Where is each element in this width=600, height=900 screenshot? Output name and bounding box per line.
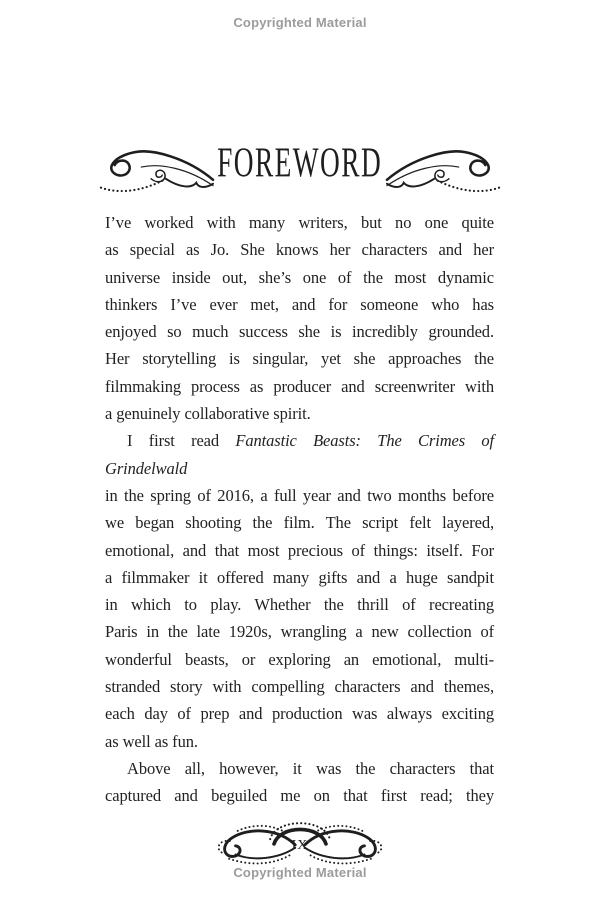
text-line <box>105 427 494 482</box>
text-line: Her storytelling is singular, yet she approaches the <box>105 349 494 369</box>
text-line: in which to play. Whether the thrill of recreating <box>105 595 494 615</box>
text-line: each day of prep and production was always exciting <box>105 704 494 724</box>
text-line: universe inside out, she’s one of the most dynamic <box>105 267 494 287</box>
text-line: thinkers I’ve ever met, and for someone who has <box>105 294 494 314</box>
text-run: I first read <box>127 431 236 451</box>
text-line: a genuinely collaborative spirit. <box>105 404 311 424</box>
text-line: in the spring of 2016, a full year and two months before <box>105 485 494 505</box>
flourish-left-icon <box>97 138 215 198</box>
text-line: a filmmaker it offered many gifts and a huge sandpit <box>105 567 494 587</box>
text-line: stranded story with compelling characters and themes, <box>105 677 494 697</box>
text-line: wonderful beasts, or exploring an emotional, multi- <box>105 649 494 669</box>
copyright-notice-bottom: Copyrighted Material <box>233 865 367 880</box>
text-line: emotional, and that most precious of things: itself. For <box>105 540 494 560</box>
text-line: as well as fun. <box>105 731 198 751</box>
text-line: Paris in the late 1920s, wrangling a new collection of <box>105 622 494 642</box>
text-line: enjoyed so much success she is incredibly grounded. <box>105 322 494 342</box>
text-line: we began shooting the film. The script felt layered, <box>105 513 494 533</box>
flourish-right-icon <box>385 138 503 198</box>
foreword-header <box>0 130 600 196</box>
footer-ornament <box>0 816 600 866</box>
page-title: FOREWORD <box>217 139 383 187</box>
text-line: as special as Jo. She knows her characters and her <box>105 240 494 260</box>
text-line: filmmaking process as producer and screenwriter with <box>105 376 494 396</box>
text-line: Above all, however, it was the characters that <box>127 758 494 778</box>
copyright-notice-top: Copyrighted Material <box>233 15 367 30</box>
text-line: I’ve worked with many writers, but no one quite <box>105 213 494 232</box>
page-number: IX <box>291 838 309 853</box>
book-title-italic: Fantastic Beasts: The Crimes of Grindelwald <box>105 431 494 478</box>
text-line: captured and beguiled me on that first read; they <box>105 786 494 806</box>
foreword-body <box>105 209 494 810</box>
